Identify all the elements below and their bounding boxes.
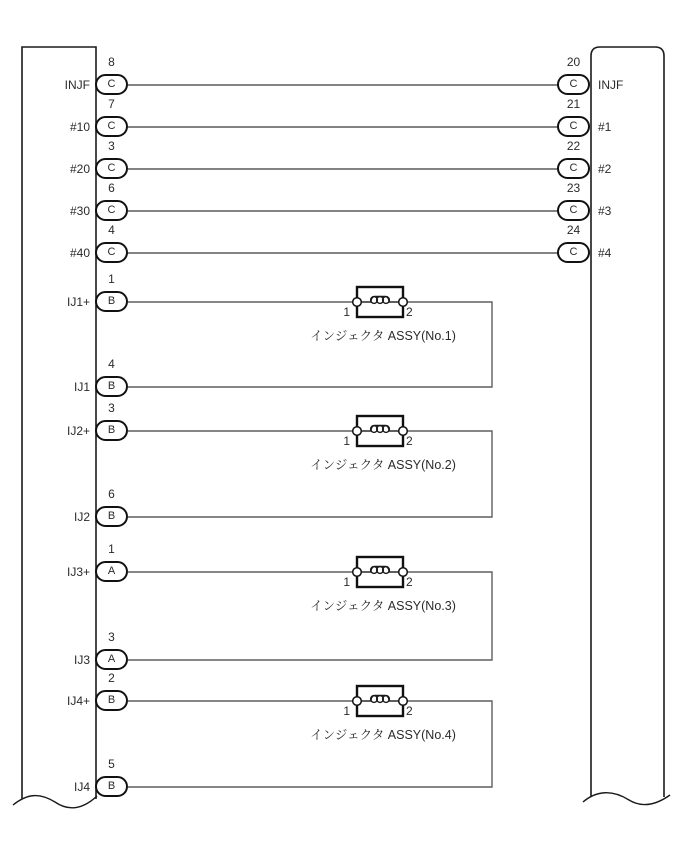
injector-terminal-number: 1 <box>343 704 350 718</box>
pin-number: 8 <box>108 55 115 69</box>
pin-cavity-letter: C <box>95 116 128 137</box>
pin-label: IJ2 <box>73 510 90 524</box>
pin-number: 4 <box>108 223 115 237</box>
pin-number: 2 <box>108 671 115 685</box>
pin-number: 7 <box>108 97 115 111</box>
pin-number: 21 <box>566 97 581 111</box>
pin-label: #10 <box>69 120 90 134</box>
pin-cavity-letter: C <box>557 116 590 137</box>
pin-cavity-letter: C <box>95 200 128 221</box>
pin-label: #20 <box>69 162 90 176</box>
injector3-loop-wire <box>128 572 492 660</box>
pin-label: #1 <box>598 120 612 134</box>
pin-label: #40 <box>69 246 90 260</box>
pin-cavity-letter: C <box>557 158 590 179</box>
pin-number: 23 <box>566 181 581 195</box>
pin-label: IJ4+ <box>66 694 90 708</box>
right-connector-outline <box>591 47 664 797</box>
terminal-dot <box>353 697 362 706</box>
pin-number: 5 <box>108 757 115 771</box>
pin-number: 4 <box>108 357 115 371</box>
pin-cavity-letter: A <box>95 649 128 670</box>
pin-label: #30 <box>69 204 90 218</box>
injector4-loop-wire <box>128 701 492 787</box>
injector-label: インジェクタ ASSY(No.1) <box>310 329 456 343</box>
pin-cavity-letter: C <box>95 242 128 263</box>
pin-label: IJ1 <box>73 380 90 394</box>
terminal-dot <box>353 427 362 436</box>
pin-number: 22 <box>566 139 581 153</box>
pin-cavity-letter: A <box>95 561 128 582</box>
injector-terminal-number: 1 <box>343 575 350 589</box>
injector-boxes <box>357 287 403 716</box>
pin-label: IJ3 <box>73 653 90 667</box>
injector-terminal-number: 2 <box>406 305 413 319</box>
coil-symbols <box>353 297 408 706</box>
injector-label: インジェクタ ASSY(No.2) <box>310 458 456 472</box>
injector-terminal-number: 2 <box>406 434 413 448</box>
pin-cavity-letter: B <box>95 776 128 797</box>
pin-number: 3 <box>108 401 115 415</box>
pin-number: 6 <box>108 487 115 501</box>
injector-terminal-number: 2 <box>406 704 413 718</box>
signal-wires <box>128 85 558 253</box>
right-connector-break-wave <box>583 793 670 805</box>
pin-number: 1 <box>108 542 115 556</box>
pin-cavity-letter: C <box>95 74 128 95</box>
injector-label: インジェクタ ASSY(No.4) <box>310 728 456 742</box>
pin-cavity-letter: B <box>95 376 128 397</box>
pin-cavity-letter: C <box>95 158 128 179</box>
pin-cavity-letter: B <box>95 506 128 527</box>
pin-label: IJ3+ <box>66 565 90 579</box>
pin-label: #2 <box>598 162 612 176</box>
pin-cavity-letter: C <box>557 200 590 221</box>
injector-loop-wires <box>128 302 492 787</box>
pin-number: 24 <box>566 223 581 237</box>
injector2-loop-wire <box>128 431 492 517</box>
injector-label: インジェクタ ASSY(No.3) <box>310 599 456 613</box>
pin-cavity-letter: B <box>95 690 128 711</box>
pin-number: 6 <box>108 181 115 195</box>
pin-cavity-letter: B <box>95 291 128 312</box>
pin-cavity-letter: B <box>95 420 128 441</box>
left-connector-break-wave <box>13 796 97 808</box>
pin-number: 1 <box>108 272 115 286</box>
injector-terminal-number: 2 <box>406 575 413 589</box>
pin-label: INJF <box>64 78 90 92</box>
pin-number: 3 <box>108 630 115 644</box>
pin-label: IJ1+ <box>66 295 90 309</box>
pin-label: #4 <box>598 246 612 260</box>
injector1-loop-wire <box>128 302 492 387</box>
injector-terminal-number: 1 <box>343 305 350 319</box>
terminal-dot <box>353 568 362 577</box>
pin-cavity-letter: C <box>557 74 590 95</box>
pin-label: INJF <box>598 78 624 92</box>
injector-terminal-number: 1 <box>343 434 350 448</box>
pin-number: 3 <box>108 139 115 153</box>
pin-number: 20 <box>566 55 581 69</box>
terminal-dot <box>353 298 362 307</box>
pin-cavity-letter: C <box>557 242 590 263</box>
pin-label: IJ2+ <box>66 424 90 438</box>
pin-label: IJ4 <box>73 780 90 794</box>
pin-label: #3 <box>598 204 612 218</box>
